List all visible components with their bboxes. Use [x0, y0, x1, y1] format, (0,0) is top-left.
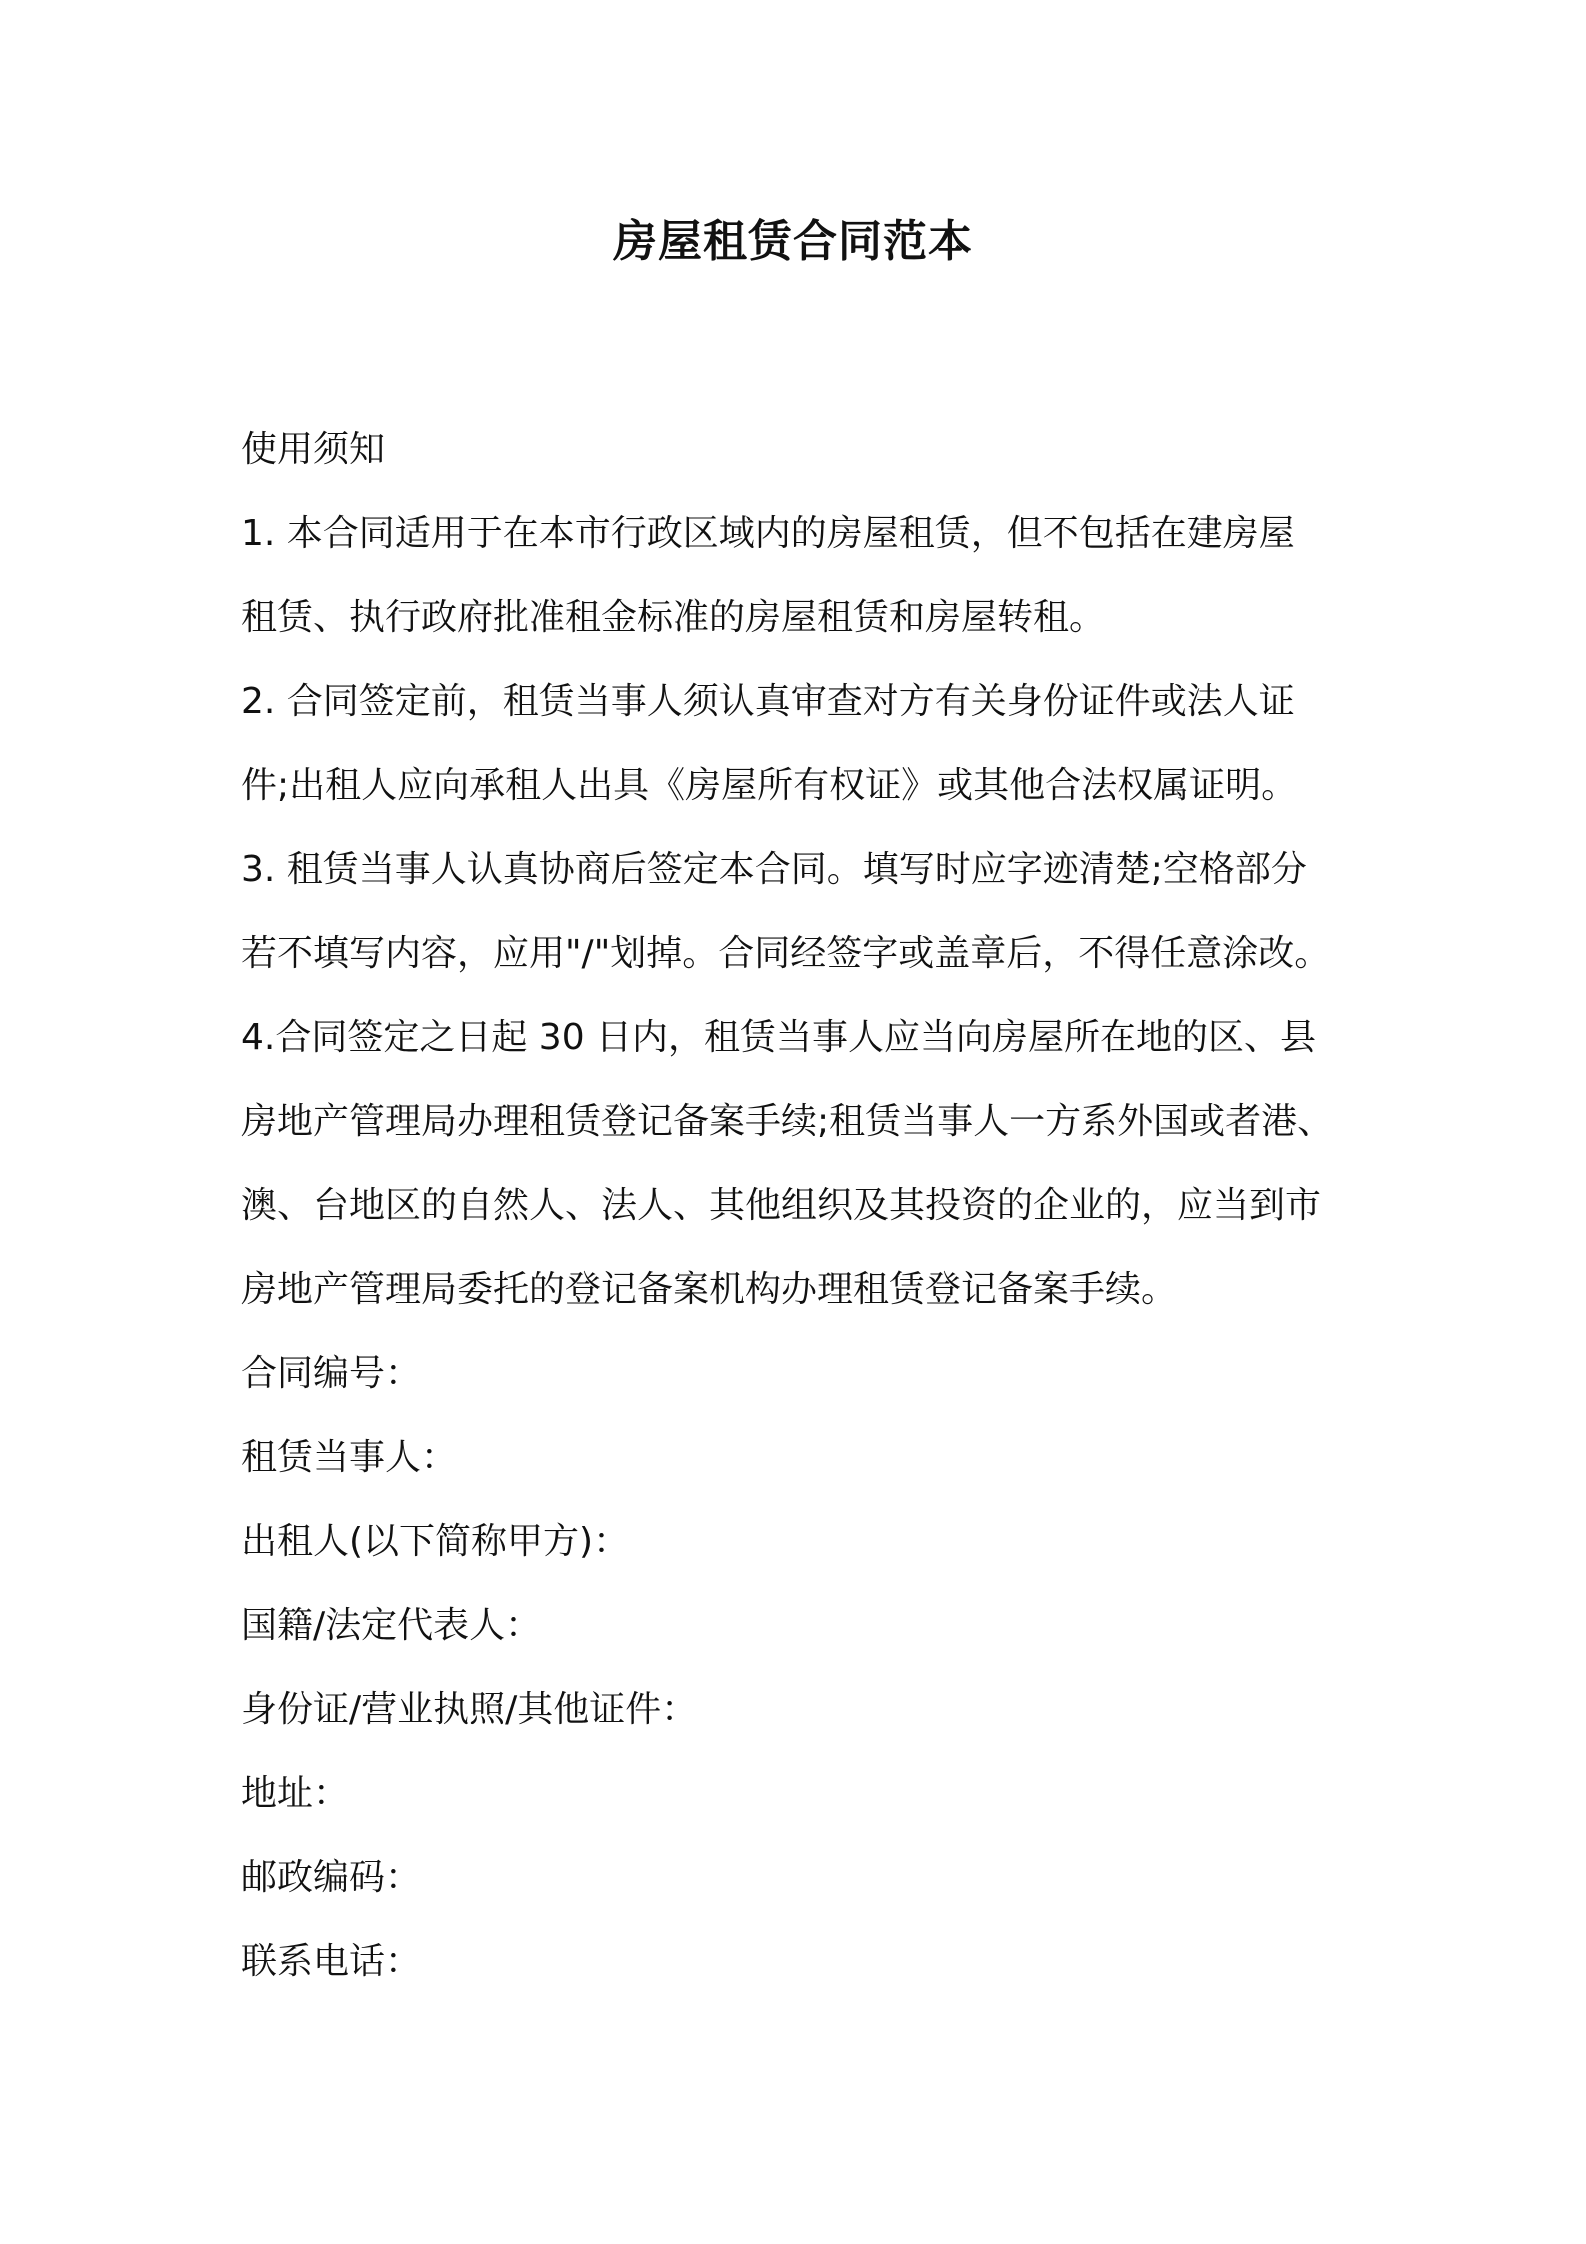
- field-phone: 联系电话：: [241, 1941, 422, 1982]
- field-lessor: 出租人(以下简称甲方)：: [241, 1521, 630, 1562]
- document-body: [241, 408, 1371, 2004]
- field-postal-code: 邮政编码：: [241, 1857, 422, 1898]
- notice-line: 澳、台地区的自然人、法人、其他组织及其投资的企业的，应当到市: [241, 1185, 1322, 1226]
- notice-line: 3. 租赁当事人认真协商后签定本合同。填写时应字迹清楚;空格部分: [241, 849, 1307, 890]
- field-id-document: 身份证/营业执照/其他证件：: [241, 1689, 698, 1730]
- notice-line: 1. 本合同适用于在本市行政区域内的房屋租赁，但不包括在建房屋: [241, 513, 1295, 554]
- notice-line: 若不填写内容，应用"/"划掉。合同经签字或盖章后，不得任意涂改。: [241, 933, 1331, 974]
- field-nationality-representative: 国籍/法定代表人：: [241, 1605, 542, 1646]
- field-parties: 租赁当事人：: [241, 1437, 458, 1478]
- notice-line: 租赁、执行政府批准租金标准的房屋租赁和房屋转租。: [241, 597, 1106, 638]
- document-title: 房屋租赁合同范本: [613, 216, 973, 267]
- notice-heading: 使用须知: [241, 429, 386, 470]
- notice-line: 房地产管理局办理租赁登记备案手续;租赁当事人一方系外国或者港、: [241, 1101, 1334, 1142]
- field-contract-number: 合同编号：: [241, 1353, 422, 1394]
- notice-line: 4.合同签定之日起 30 日内，租赁当事人应当向房屋所在地的区、县: [241, 1017, 1317, 1058]
- notice-line: 房地产管理局委托的登记备案机构办理租赁登记备案手续。: [241, 1269, 1178, 1310]
- field-address: 地址：: [241, 1773, 350, 1814]
- notice-line: 2. 合同签定前，租赁当事人须认真审查对方有关身份证件或法人证: [241, 681, 1295, 722]
- notice-line: 件;出租人应向承租人出具《房屋所有权证》或其他合法权属证明。: [241, 765, 1298, 806]
